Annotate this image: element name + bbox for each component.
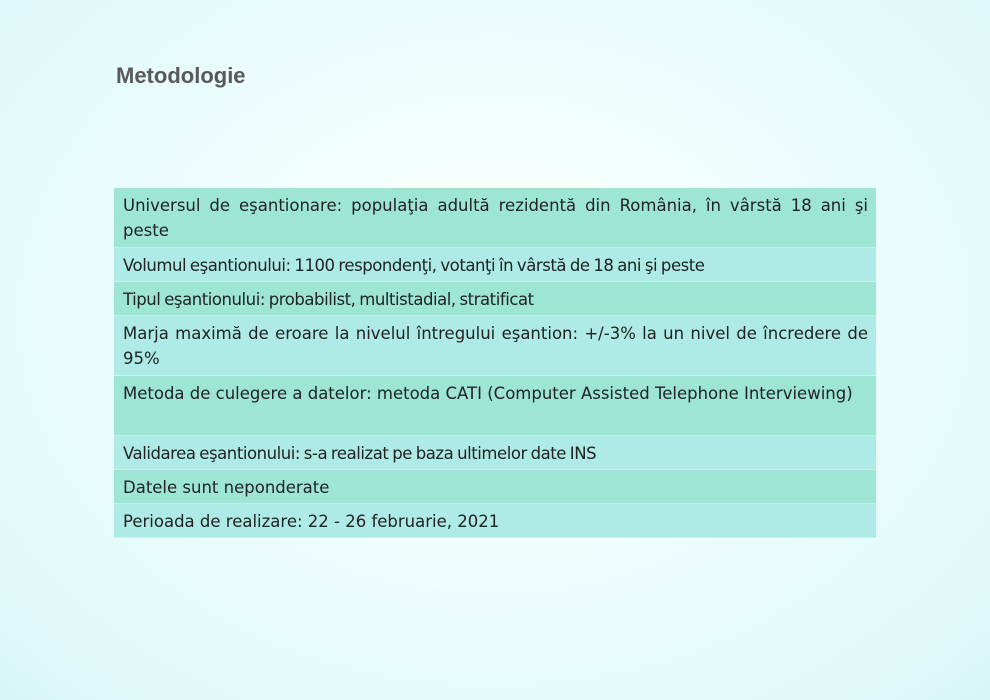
row-weighting: Datele sunt neponderate: [114, 470, 876, 504]
row-sampling-universe: Universul de eşantionare: populaţia adultă rezidentă din România, în vârstă 18 ani şi peste: [114, 188, 876, 248]
row-margin-of-error: Marja maximă de eroare la nivelul întregului eşantion: +/-3% la un nivel de încredere de 95%: [114, 316, 876, 376]
row-sample-type: Tipul eşantionului: probabilist, multistadial, stratificat: [114, 282, 876, 316]
row-sample-validation: Validarea eşantionului: s-a realizat pe baza ultimelor date INS: [114, 436, 876, 470]
row-sample-size: Volumul eşantionului: 1100 respondenţi, votanţi în vârstă de 18 ani şi peste: [114, 248, 876, 282]
methodology-table: [114, 188, 876, 538]
row-fieldwork-period: Perioada de realizare: 22 - 26 februarie, 2021: [114, 504, 876, 538]
page-title: Metodologie: [116, 63, 246, 88]
row-collection-method: Metoda de culegere a datelor: metoda CATI (Computer Assisted Telephone Interviewing): [114, 376, 876, 436]
